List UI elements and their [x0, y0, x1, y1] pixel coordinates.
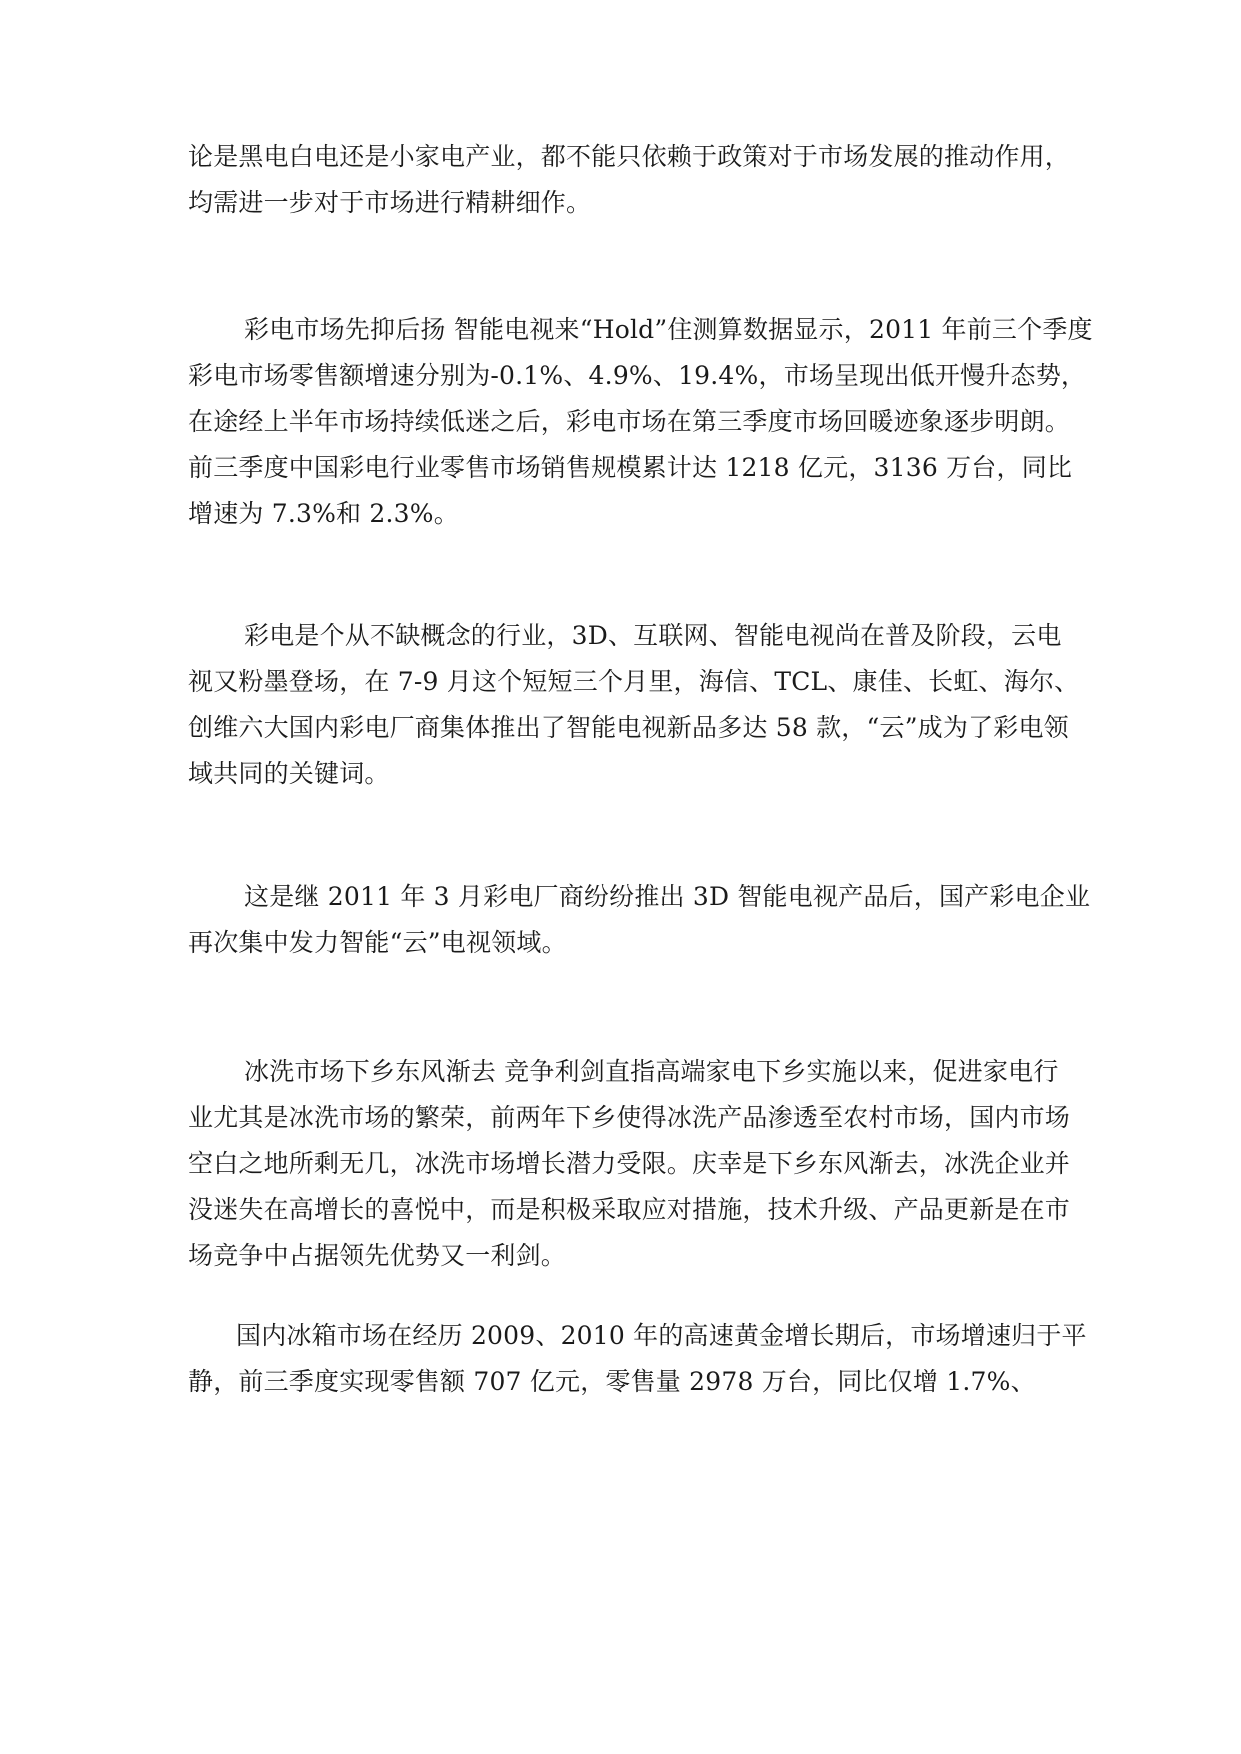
- paragraph-intro-continuation: [188, 134, 1071, 226]
- text-line: 业尤其是冰洗市场的繁荣，前两年下乡使得冰洗产品渗透至农村市场，国内市场: [188, 1103, 1071, 1132]
- paragraph-fridge-washer-market: [188, 1049, 1071, 1279]
- text-line: 彩电市场先抑后扬 智能电视来“Hold”住测算数据显示，2011 年前三个季度: [244, 315, 1093, 344]
- text-line: 冰洗市场下乡东风渐去 竞争利剑直指高端家电下乡实施以来，促进家电行: [244, 1057, 1059, 1086]
- text-line: 这是继 2011 年 3 月彩电厂商纷纷推出 3D 智能电视产品后，国产彩电企业: [244, 882, 1091, 911]
- text-line: 域共同的关键词。: [188, 759, 390, 788]
- text-line: 均需进一步对于市场进行精耕细作。: [188, 188, 592, 217]
- paragraph-fridge-sales: [188, 1313, 1087, 1405]
- text-line: 场竞争中占据领先优势又一利剑。: [188, 1241, 567, 1270]
- text-line: 在途经上半年市场持续低迷之后，彩电市场在第三季度市场回暖迹象逐步明朗。: [188, 407, 1071, 436]
- paragraph-tv-concepts: [188, 613, 1080, 797]
- text-line: 空白之地所剩无几，冰洗市场增长潜力受限。庆幸是下乡东风渐去，冰洗企业并: [188, 1149, 1071, 1178]
- text-line: 国内冰箱市场在经历 2009、2010 年的高速黄金增长期后，市场增速归于平: [236, 1321, 1087, 1350]
- text-line: 前三季度中国彩电行业零售市场销售规模累计达 1218 亿元，3136 万台，同比: [188, 453, 1073, 482]
- text-line: 再次集中发力智能“云”电视领域。: [188, 928, 567, 957]
- text-line: 视又粉墨登场，在 7-9 月这个短短三个月里，海信、TCL、康佳、长虹、海尔、: [188, 667, 1080, 696]
- text-line: 彩电市场零售额增速分别为-0.1%、4.9%、19.4%，市场呈现出低开慢升态势，: [188, 361, 1087, 390]
- text-line: 论是黑电白电还是小家电产业，都不能只依赖于政策对于市场发展的推动作用，: [188, 142, 1071, 171]
- text-line: 增速为 7.3%和 2.3%。: [188, 499, 459, 528]
- text-line: 彩电是个从不缺概念的行业，3D、互联网、智能电视尚在普及阶段，云电: [244, 621, 1062, 650]
- paragraph-tv-market: [188, 307, 1093, 537]
- text-line: 没迷失在高增长的喜悦中，而是积极采取应对措施，技术升级、产品更新是在市: [188, 1195, 1071, 1224]
- paragraph-cloud-tv: [188, 874, 1091, 966]
- text-line: 创维六大国内彩电厂商集体推出了智能电视新品多达 58 款，“云”成为了彩电领: [188, 713, 1069, 742]
- text-line: 静，前三季度实现零售额 707 亿元，零售量 2978 万台，同比仅增 1.7%、: [188, 1367, 1036, 1396]
